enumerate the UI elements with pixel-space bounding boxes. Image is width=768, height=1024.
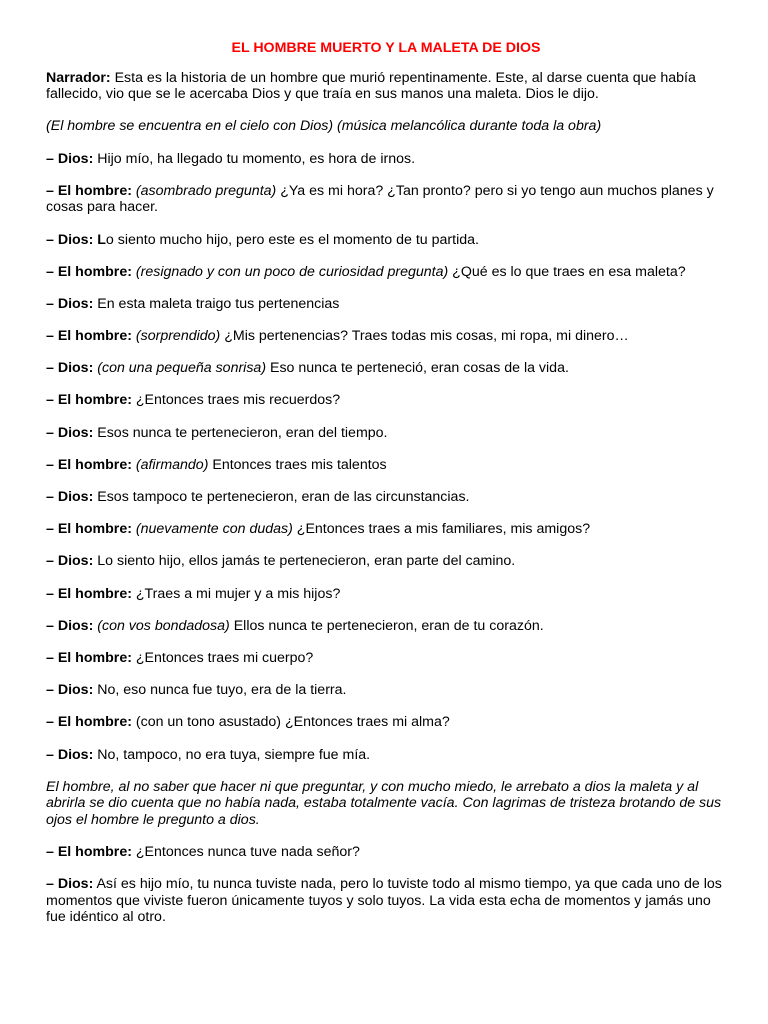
stage-direction: (con vos bondadosa) xyxy=(93,617,230,634)
speaker-label: – Dios: xyxy=(46,682,94,699)
dialogue-text: ¿Ya es mi hora? ¿Tan pronto? pero si yo tengo aun muchos planes y cosas para hacer. xyxy=(46,182,714,216)
dialogue-text: Esos nunca te pertenecieron, eran del tiempo. xyxy=(93,424,388,441)
stage-direction: (con una pequeña sonrisa) xyxy=(93,360,267,377)
script-paragraph xyxy=(46,70,726,103)
document-title: EL HOMBRE MUERTO Y LA MALETA DE DIOS xyxy=(231,40,541,56)
speaker-label: – El hombre: xyxy=(46,182,132,199)
dialogue-text: Esta es la historia de un hombre que murió repentinamente. Este, al darse cuenta que había fallecido, vio que se le acercaba Dios y que traía en sus manos una maleta. Dios le dijo. xyxy=(46,69,696,103)
script-paragraph xyxy=(46,151,726,168)
speaker-label: – Dios: xyxy=(46,553,94,570)
speaker-label: – Dios: L xyxy=(46,231,106,248)
script-paragraph xyxy=(46,844,726,861)
speaker-label: – Dios: xyxy=(46,150,94,167)
stage-direction: (sorprendido) xyxy=(131,328,221,345)
script-paragraph xyxy=(46,183,726,216)
document-page xyxy=(46,40,726,942)
speaker-label: – El hombre: xyxy=(46,263,132,280)
script-paragraph xyxy=(46,650,726,667)
script-paragraph xyxy=(46,118,726,135)
dialogue-text: Ellos nunca te pertenecieron, eran de tu corazón. xyxy=(229,617,544,634)
dialogue-text: Así es hijo mío, tu nunca tuviste nada, pero lo tuviste todo al mismo tiempo, ya que cada uno de los momentos que viviste fueron únicamente tuyos y solo tuyos. La vida esta echa de momentos y jamás uno fue idéntico al otro. xyxy=(46,876,722,926)
dialogue-text: ¿Qué es lo que traes en esa maleta? xyxy=(448,263,686,280)
speaker-label: – Dios: xyxy=(46,489,94,506)
dialogue-text: No, tampoco, no era tuya, siempre fue mía. xyxy=(93,746,371,763)
speaker-label: – Dios: xyxy=(46,424,94,441)
speaker-label: – Dios: xyxy=(46,617,94,634)
speaker-label: – El hombre: xyxy=(46,328,132,345)
speaker-label: – Dios: xyxy=(46,746,94,763)
script-paragraph xyxy=(46,682,726,699)
script-paragraph xyxy=(46,521,726,538)
dialogue-text: ¿Entonces traes mis recuerdos? xyxy=(131,392,341,409)
dialogue-text: Lo siento hijo, ellos jamás te pertenecieron, eran parte del camino. xyxy=(93,553,516,570)
script-paragraph xyxy=(46,457,726,474)
stage-direction: El hombre, al no saber que hacer ni que preguntar, y con mucho miedo, le arrebato a dios la maleta y al abrirla se dio cuenta que no había nada, estaba totalmente vacía. Con lagrimas de tristeza brotando de sus ojos el hombre le pregunto a dios. xyxy=(46,778,722,828)
script-paragraph xyxy=(46,553,726,570)
script-paragraph xyxy=(46,232,726,249)
dialogue-text: ¿Mis pertenencias? Traes todas mis cosas, mi ropa, mi dinero… xyxy=(220,328,629,345)
speaker-label: – El hombre: xyxy=(46,521,132,538)
stage-direction: (El hombre se encuentra en el cielo con Dios) (música melancólica durante toda la obra) xyxy=(46,118,602,135)
speaker-label: – El hombre: xyxy=(46,649,132,666)
dialogue-text: ¿Traes a mi mujer y a mis hijos? xyxy=(131,585,341,602)
speaker-label: – El hombre: xyxy=(46,392,132,409)
script-paragraph xyxy=(46,328,726,345)
dialogue-text: ¿Entonces nunca tuve nada señor? xyxy=(131,844,360,861)
speaker-label: Narrador: xyxy=(46,69,111,86)
script-paragraph xyxy=(46,586,726,603)
dialogue-text: ¿Entonces traes mi cuerpo? xyxy=(131,649,314,666)
script-paragraph xyxy=(46,296,726,313)
dialogue-text: ¿Entonces traes a mis familiares, mis amigos? xyxy=(292,521,591,538)
script-paragraph xyxy=(46,876,726,926)
dialogue-text: Eso nunca te perteneció, eran cosas de la vida. xyxy=(266,360,569,377)
document-body xyxy=(46,70,726,926)
speaker-label: – Dios: xyxy=(46,876,94,893)
speaker-label: – El hombre: xyxy=(46,844,132,861)
dialogue-text: Entonces traes mis talentos xyxy=(208,456,387,473)
script-paragraph xyxy=(46,747,726,764)
speaker-label: – Dios: xyxy=(46,295,94,312)
dialogue-text: Hijo mío, ha llegado tu momento, es hora de irnos. xyxy=(93,150,416,167)
dialogue-text: No, eso nunca fue tuyo, era de la tierra. xyxy=(93,682,347,699)
script-paragraph xyxy=(46,264,726,281)
script-paragraph xyxy=(46,489,726,506)
dialogue-text: o siento mucho hijo, pero este es el momento de tu partida. xyxy=(105,231,479,248)
speaker-label: – El hombre: xyxy=(46,714,132,731)
script-paragraph xyxy=(46,360,726,377)
dialogue-text: (con un tono asustado) ¿Entonces traes mi alma? xyxy=(131,714,450,731)
script-paragraph xyxy=(46,779,726,829)
script-paragraph xyxy=(46,714,726,731)
script-paragraph xyxy=(46,392,726,409)
stage-direction: (resignado y con un poco de curiosidad pregunta) xyxy=(131,263,449,280)
speaker-label: – El hombre: xyxy=(46,456,132,473)
script-paragraph xyxy=(46,618,726,635)
dialogue-text: Esos tampoco te pertenecieron, eran de las circunstancias. xyxy=(93,489,470,506)
stage-direction: (nuevamente con dudas) xyxy=(131,521,293,538)
speaker-label: – El hombre: xyxy=(46,585,132,602)
stage-direction: (afirmando) xyxy=(131,456,209,473)
stage-direction: (asombrado pregunta) xyxy=(131,182,277,199)
script-paragraph xyxy=(46,425,726,442)
speaker-label: – Dios: xyxy=(46,360,94,377)
dialogue-text: En esta maleta traigo tus pertenencias xyxy=(93,295,340,312)
